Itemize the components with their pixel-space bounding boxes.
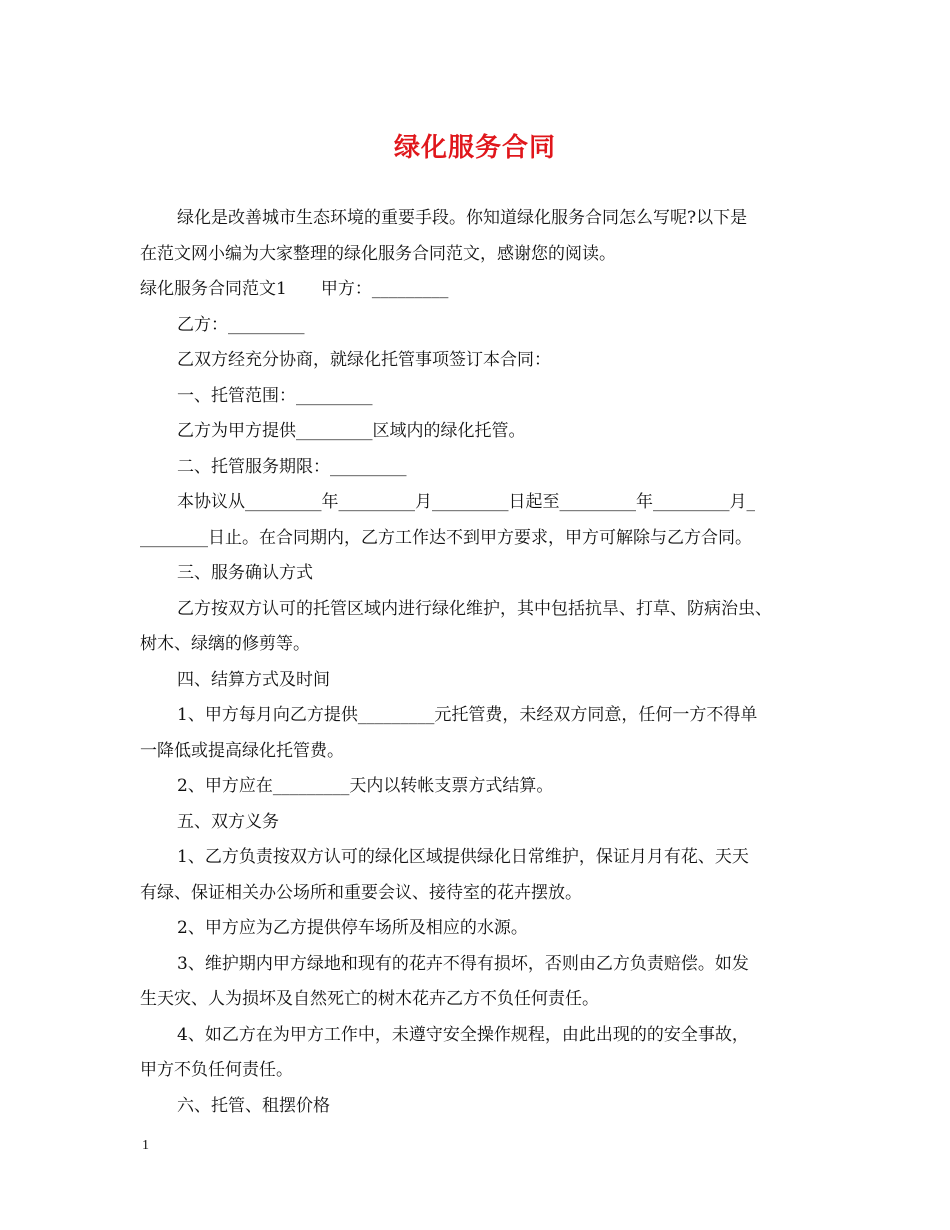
paragraph-line: 树木、绿缡的修剪等。 — [140, 634, 310, 654]
section-heading: 五、双方义务 — [177, 811, 279, 832]
paragraph-line: 乙方按双方认可的托管区域内进行绿化维护，其中包括抗旱、打草、防病治虫、 — [177, 598, 772, 619]
paragraph-line: 4、如乙方在为甲方工作中，未遵守安全操作规程，由此出现的的安全事故， — [177, 1024, 749, 1045]
paragraph-line: 乙双方经充分协商，就绿化托管事项签订本合同： — [177, 350, 551, 370]
section-heading: 三、服务确认方式 — [177, 563, 313, 583]
paragraph-line: 绿化服务合同范文1 甲方：_________ — [140, 279, 449, 299]
paragraph-line: 在范文网小编为大家整理的绿化服务合同范文，感谢您的阅读。 — [140, 243, 616, 264]
section-heading: 一、托管范围：_________ — [177, 385, 373, 406]
paragraph-line: 甲方不负任何责任。 — [140, 1060, 293, 1080]
paragraph-line: 2、甲方应为乙方提供停车场所及相应的水源。 — [177, 918, 528, 938]
paragraph-line: 2、甲方应在_________天内以转帐支票方式结算。 — [177, 776, 554, 796]
paragraph-line: 1、甲方每月向乙方提供_________元托管费，未经双方同意，任何一方不得单 — [177, 705, 758, 725]
document-body — [140, 201, 830, 1124]
paragraph-line: 1、乙方负责按双方认可的绿化区域提供绿化日常维护，保证月月有花、天天 — [177, 847, 749, 867]
paragraph-line: ________日止。在合同期内，乙方工作达不到甲方要求，甲方可解除与乙方合同。 — [140, 527, 752, 548]
paragraph-line: 3、维护期内甲方绿地和现有的花卉不得有损坏，否则由乙方负责赔偿。如发 — [177, 953, 749, 974]
document-title: 绿化服务合同 — [393, 133, 556, 163]
paragraph-line: 乙方为甲方提供_________区域内的绿化托管。 — [177, 421, 526, 441]
section-heading: 二、托管服务期限：_________ — [177, 456, 407, 477]
paragraph-line: 生天灾、人为损坏及自然死亡的树木花卉乙方不负任何责任。 — [140, 989, 599, 1009]
paragraph-line: 绿化是改善城市生态环境的重要手段。你知道绿化服务合同怎么写呢?以下是 — [177, 208, 748, 228]
paragraph-line: 一降低或提高绿化托管费。 — [140, 740, 344, 761]
page-number: 1 — [142, 1138, 149, 1153]
paragraph-line: 乙方：_________ — [177, 314, 305, 335]
paragraph-line: 本协议从_________年_________月_________日起至_________年_________月_ — [177, 492, 755, 512]
section-heading: 六、托管、租摆价格 — [177, 1095, 330, 1116]
paragraph-line: 有绿、保证相关办公场所和重要会议、接待室的花卉摆放。 — [140, 882, 582, 903]
section-heading: 四、结算方式及时间 — [177, 669, 330, 690]
